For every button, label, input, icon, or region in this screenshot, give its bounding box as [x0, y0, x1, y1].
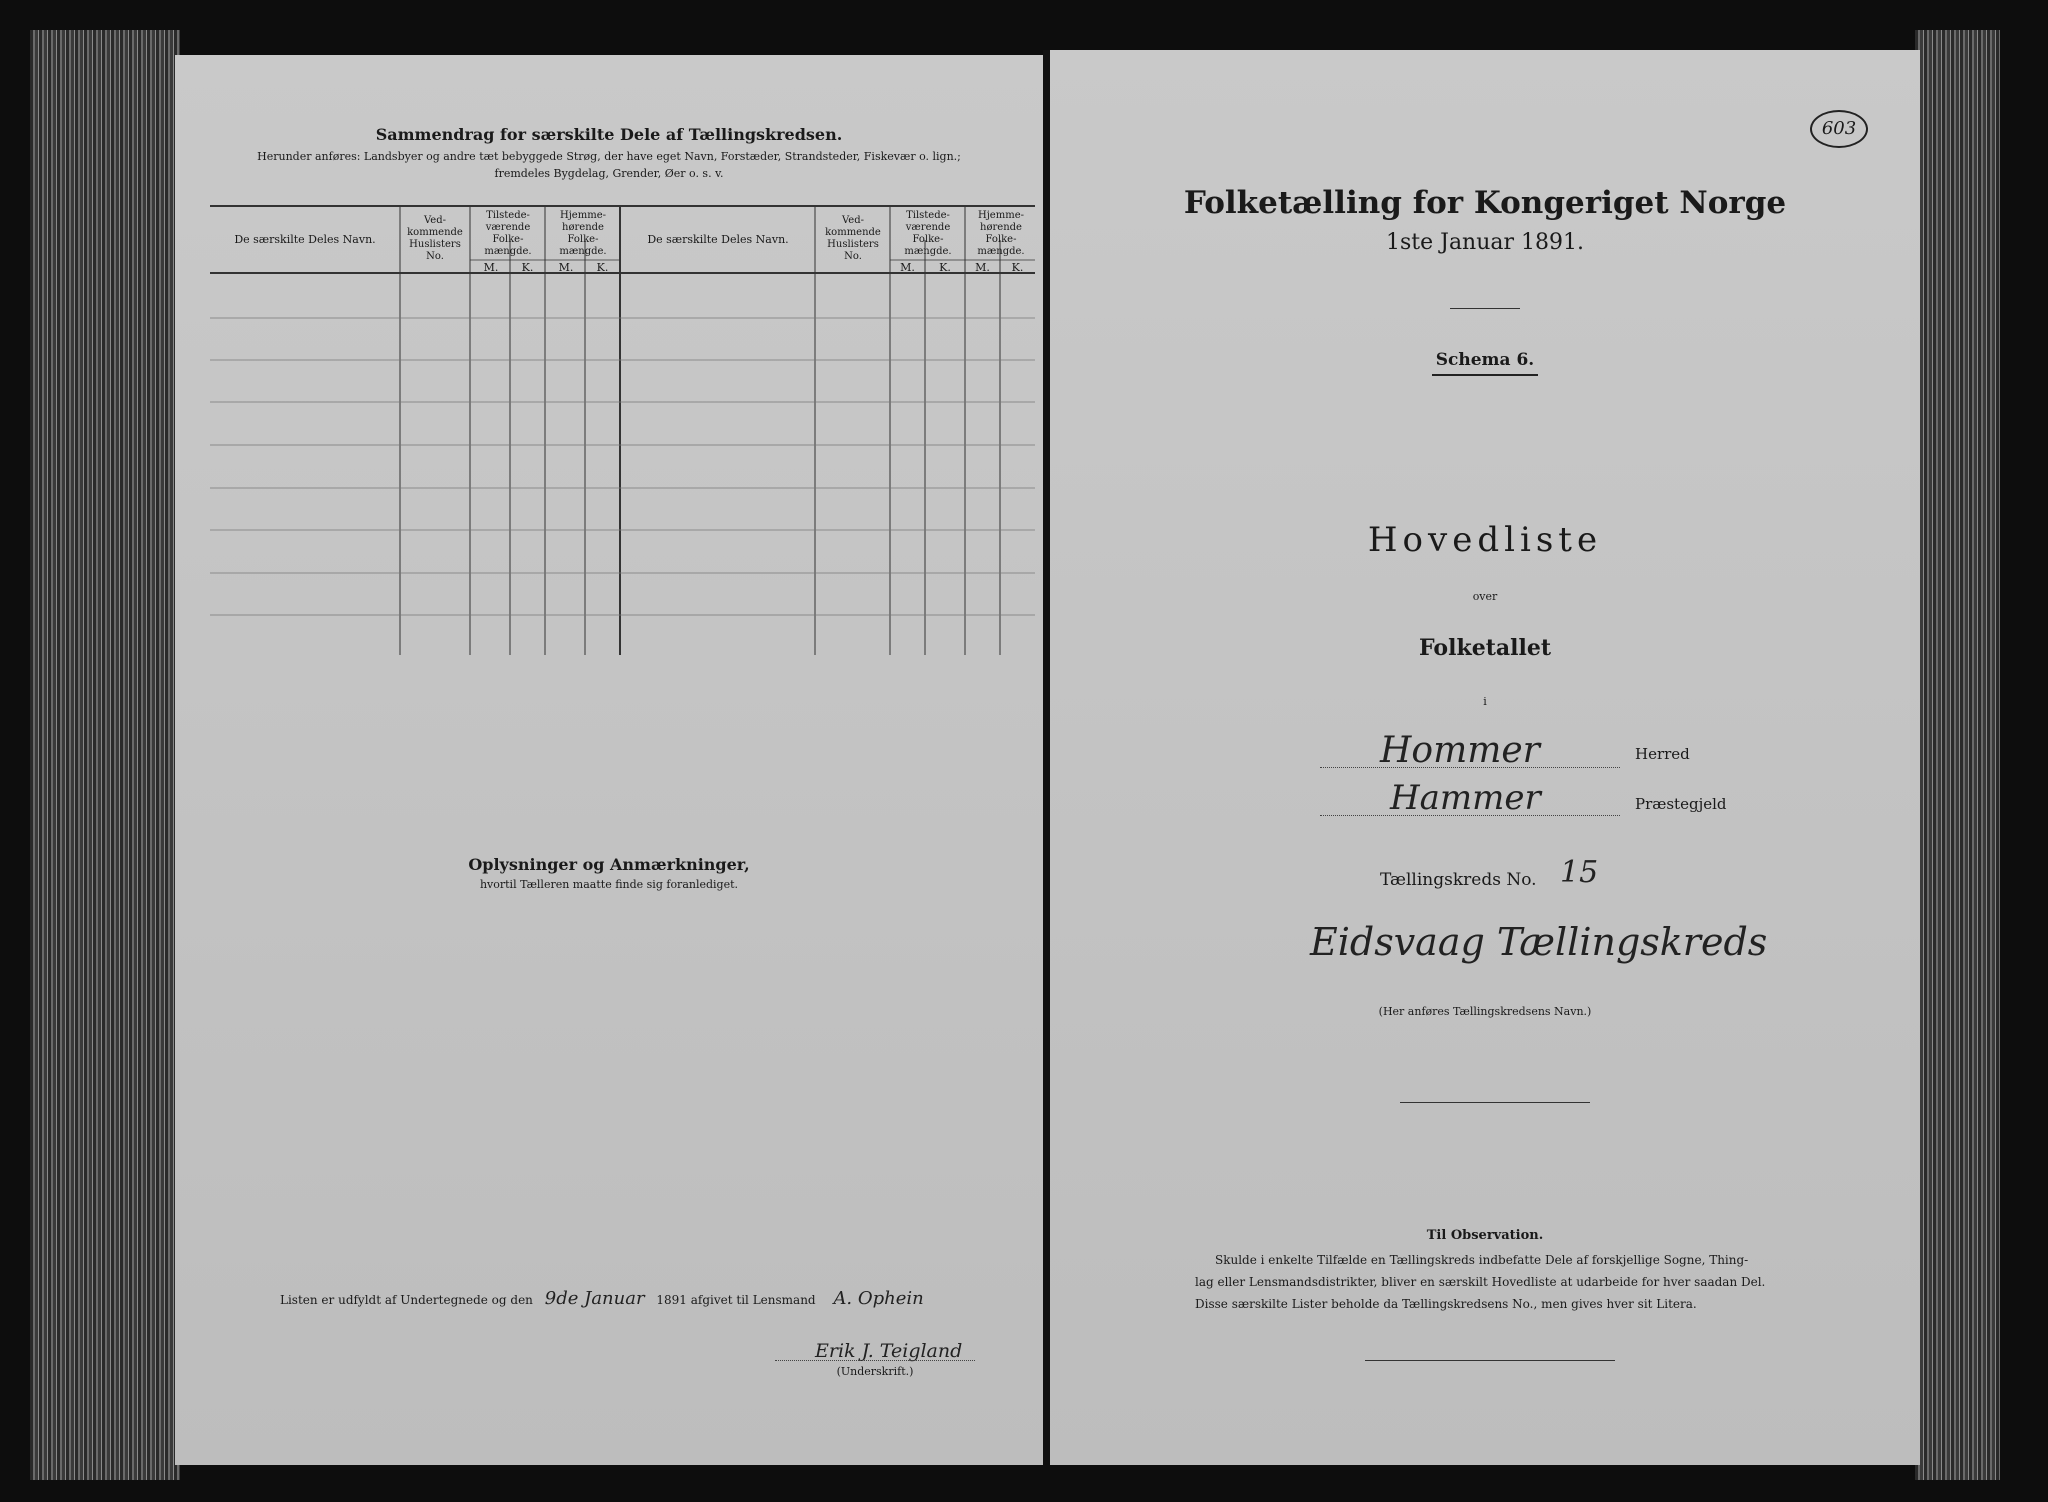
obs-title: Til Observation. — [1426, 1228, 1544, 1243]
prestegjeld-label: Præstegjeld — [1635, 795, 1727, 813]
word-over: over — [1472, 590, 1498, 603]
page-number-stamp — [1810, 110, 1868, 148]
header-resident-right: Hjemme-hørende Folke-mængde. — [977, 210, 1025, 257]
schema: Schema 6. — [1432, 350, 1538, 376]
header-resident-k-left: K. — [596, 261, 609, 274]
header-resident-k-right: K. — [1011, 261, 1024, 274]
kreds-name: Eidsvaag Tællingskreds — [1310, 920, 1768, 964]
signature-label: (Underskrift.) — [836, 1365, 914, 1378]
herred-line — [1320, 767, 1620, 768]
obs-text-2: lag eller Lensmandsdistrikter, bliver en særskilt Hovedliste at udarbeide for hver saadan Del. — [1195, 1275, 1766, 1289]
header-resident-m-right: M. — [975, 261, 990, 274]
header-resident-m-left: M. — [558, 261, 574, 274]
header-present-m-left: M. — [483, 261, 499, 274]
footer-text-2: 1891 afgivet til Lensmand — [656, 1293, 816, 1307]
right-page-edges — [1915, 30, 2000, 1480]
page-number: 603 — [1821, 118, 1857, 139]
kreds-hint: (Her anføres Tællingskredsens Navn.) — [1378, 1005, 1592, 1018]
header-present-k-left: K. — [521, 261, 534, 274]
divider-2 — [1400, 1102, 1590, 1103]
signature-line — [775, 1360, 975, 1361]
kreds-label: Tællingskreds No. — [1380, 870, 1537, 890]
summary-table-grid — [175, 55, 1043, 655]
header-house-left: Ved-kommende Huslisters No. — [407, 215, 463, 262]
obs-text-1: Skulde i enkelte Tilfælde en Tællingskreds indbefatte Dele af forskjellige Sogne, Thing- — [1215, 1253, 1749, 1267]
divider-1 — [1450, 308, 1520, 309]
obs-text-3: Disse særskilte Lister beholde da Tællingskredsens No., men gives hver sit Litera. — [1195, 1297, 1697, 1311]
notes-title: Oplysninger og Anmærkninger, — [468, 855, 750, 874]
summary-intro-1: Herunder anføres: Landsbyer og andre tæt bebyggede Strøg, der have eget Navn, Forstæder, Strandsteder, Fiskevær o. lign.; — [257, 150, 961, 163]
header-house-right: Ved-kommende Huslisters No. — [825, 215, 881, 262]
heading-hovedliste: Hovedliste — [1367, 520, 1603, 560]
signature: Erik J. Teigland — [815, 1340, 963, 1362]
right-page — [1050, 50, 1920, 1465]
prestegjeld-line — [1320, 815, 1620, 816]
left-page-edges — [30, 30, 180, 1480]
word-i: i — [1483, 695, 1487, 708]
header-name-left: De særskilte Deles Navn. — [234, 233, 376, 246]
word-folketallet: Folketallet — [1419, 635, 1551, 661]
header-present-k-right: K. — [939, 261, 951, 274]
footer-text-1: Listen er udfyldt af Undertegnede og den — [280, 1293, 533, 1307]
header-name-right: De særskilte Deles Navn. — [647, 233, 789, 246]
summary-intro-2: fremdeles Bygdelag, Grender, Øer o. s. v. — [494, 167, 724, 180]
header-present-m-right: M. — [900, 261, 915, 274]
kreds-no: 15 — [1560, 855, 1599, 890]
footer-lensmand: A. Ophein — [833, 1288, 924, 1309]
left-page — [175, 55, 1043, 1465]
footer-line — [280, 1288, 924, 1309]
census-date: 1ste Januar 1891. — [1385, 230, 1585, 255]
schema-label — [1050, 350, 1920, 370]
header-present-left: Tilstede-værende Folke-mængde. — [484, 210, 532, 257]
summary-title: Sammendrag for særskilte Dele af Tællingskredsen. — [375, 125, 843, 144]
notes-subtitle: hvortil Tælleren maatte finde sig foranlediget. — [479, 878, 739, 891]
header-present-right: Tilstede-værende Folke-mængde. — [904, 210, 952, 257]
herred-value: Hommer — [1380, 730, 1540, 771]
prestegjeld-value: Hammer — [1390, 778, 1541, 818]
divider-3 — [1365, 1360, 1615, 1361]
footer-date: 9de Januar — [544, 1288, 645, 1309]
census-title: Folketælling for Kongeriget Norge — [1183, 185, 1787, 221]
header-resident-left: Hjemme-hørende Folke-mængde. — [559, 210, 607, 257]
herred-label: Herred — [1635, 745, 1690, 763]
